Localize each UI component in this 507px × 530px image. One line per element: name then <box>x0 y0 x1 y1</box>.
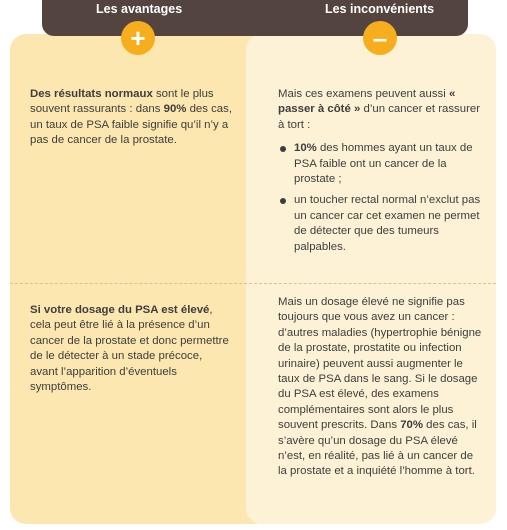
bold-phrase: Si votre dosage du PSA est élevé <box>30 304 210 316</box>
minus-icon: – <box>363 21 397 55</box>
bold-percent: 90% <box>163 103 187 116</box>
advantage-high-psa <box>30 303 232 395</box>
text-segment: des cas, un taux de PSA faible signifie qu’il n’y a pas de cancer de la prostate. <box>30 103 233 147</box>
disadvantages-heading: Les inconvénients <box>325 2 435 16</box>
text-segment: , cela peut être lié à la présence d’un cancer de la prostate et donc permettre de le détecter à un stade précoce, avant l’apparition d’éventuels symptômes. <box>30 304 229 394</box>
text-segment: Mais un dosage élevé ne signifie pas toujours que vous avez un cancer : d’autres maladies (hypertrophie bénigne de la prostate, prostatite ou infection urinaire) peuvent aussi augmenter le taux de PSA dans le sang. Si le dosage du PSA est élevé, des examens complémentaires sont alors le plus souvent prescrits. Dans <box>278 296 482 432</box>
advantage-normal-results <box>30 87 235 149</box>
advantages-heading: Les avantages <box>96 2 183 16</box>
header-bar <box>42 0 468 36</box>
text-segment: sont le plus souvent rassurants : dans <box>30 88 214 116</box>
intro-paragraph <box>278 87 483 133</box>
bullet-text: un toucher rectal normal n’exclut pas un cancer car cet examen ne permet de détecter que des tumeurs palpables. <box>294 194 481 253</box>
text-segment: d’un cancer et rassurer à tort : <box>278 103 480 131</box>
bold-percent: 70% <box>400 419 423 432</box>
disadvantage-high-psa <box>278 295 485 480</box>
row-divider <box>10 283 496 284</box>
disadvantage-missed-cancer <box>278 87 483 261</box>
text-segment: Mais ces examens peuvent aussi <box>278 88 449 100</box>
bullet-text: des hommes ayant un taux de PSA faible ont un cancer de la prostate ; <box>294 142 473 186</box>
bold-phrase: « passer à côté » <box>278 88 456 116</box>
bold-percent: 10% <box>294 142 317 155</box>
plus-icon: + <box>121 21 155 55</box>
text-segment: des cas, il s’avère qu’un dosage du PSA élevé n’est, en réalité, pas lié à un cancer de la prostate et a inquiété l’homme à tort. <box>278 419 477 478</box>
bullet-item <box>278 193 483 255</box>
bullet-item <box>278 141 483 187</box>
bullet-list <box>278 141 483 255</box>
bold-phrase: Des résultats normaux <box>30 88 153 100</box>
